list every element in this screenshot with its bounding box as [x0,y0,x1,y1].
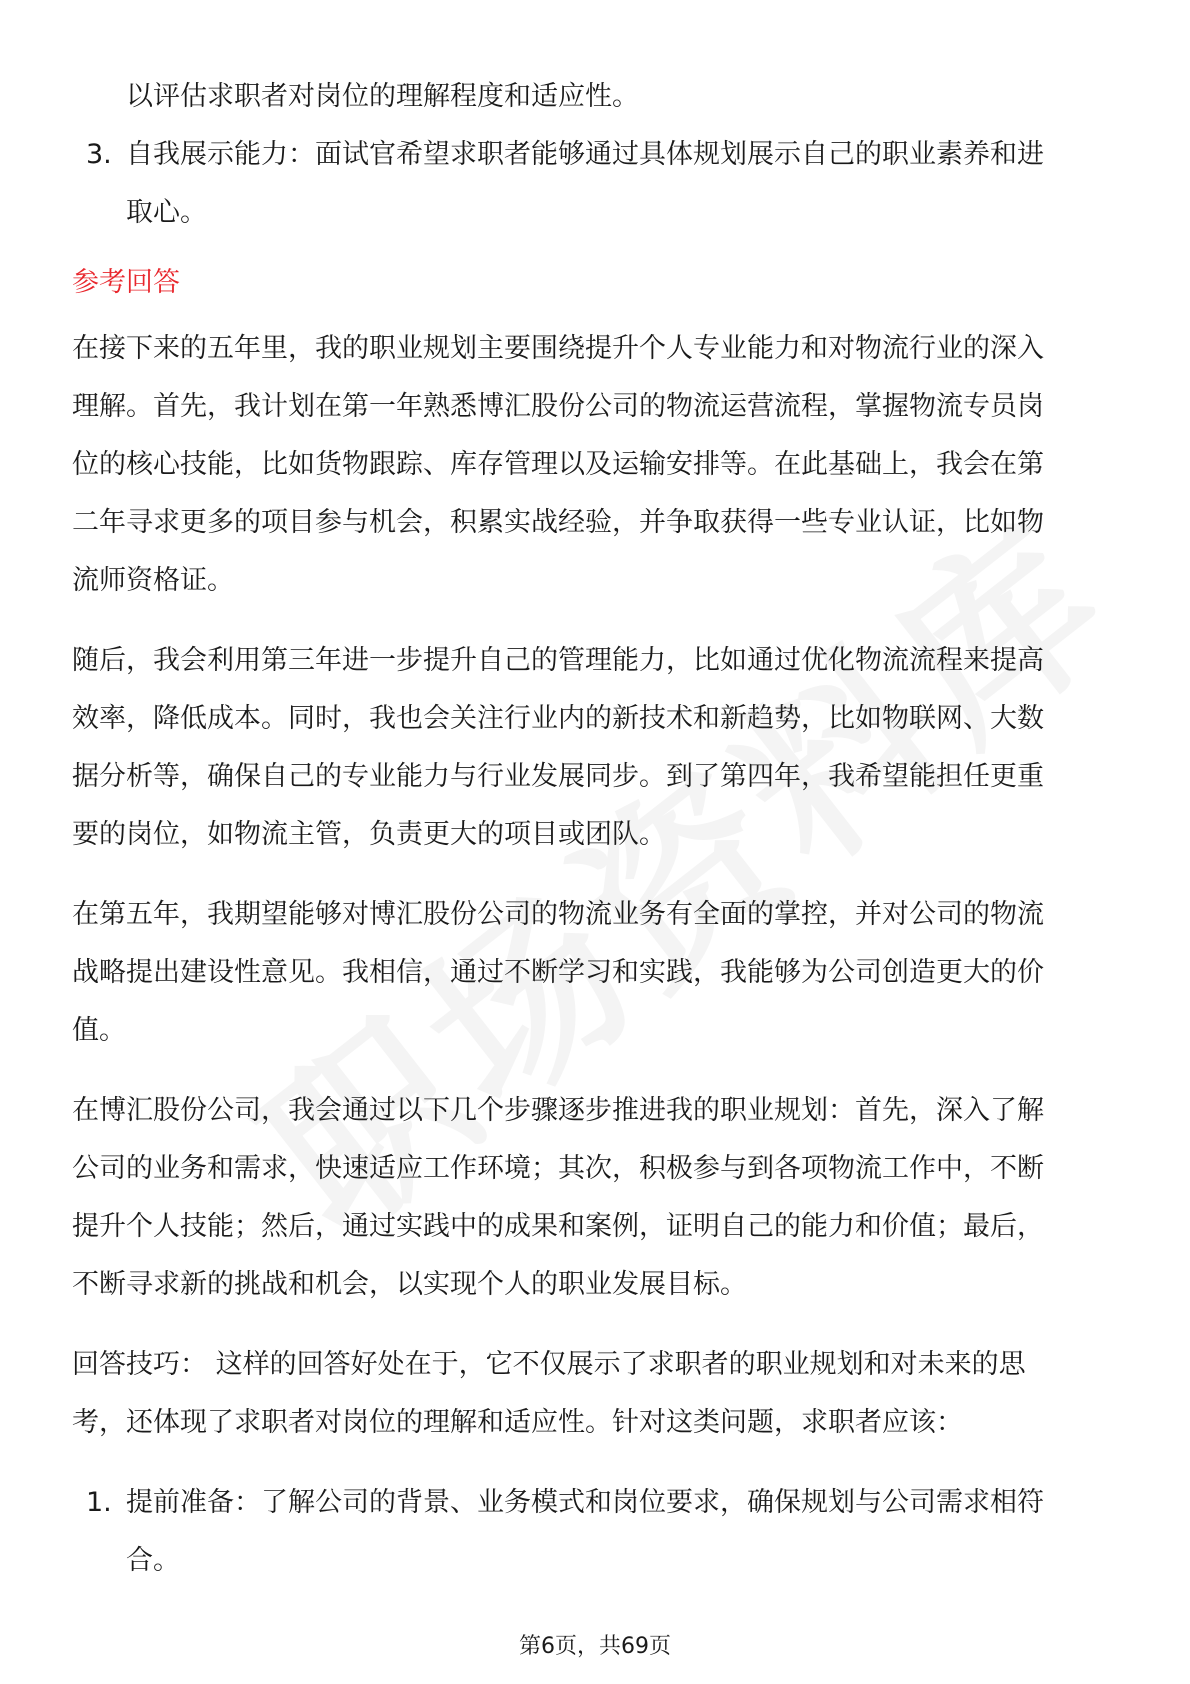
list-item-line: 合。 [126,1545,180,1576]
list-item-line: 提前准备：了解公司的背景、业务模式和岗位要求，确保规划与公司需求相符 [126,1487,1044,1518]
paragraph-line: 在博汇股份公司，我会通过以下几个步骤逐步推进我的职业规划：首先，深入了解 [72,1095,1044,1126]
paragraph-line: 要的岗位，如物流主管，负责更大的项目或团队。 [72,819,666,850]
paragraph-line: 值。 [72,1015,126,1046]
paragraph-line: 在第五年，我期望能够对博汇股份公司的物流业务有全面的掌控，并对公司的物流 [72,899,1044,930]
paragraph-line: 位的核心技能，比如货物跟踪、库存管理以及运输安排等。在此基础上，我会在第 [72,449,1044,480]
paragraph-line: 流师资格证。 [72,565,234,596]
paragraph-line: 在接下来的五年里，我的职业规划主要围绕提升个人专业能力和对物流行业的深入 [72,333,1044,364]
list-number: 3. [86,139,112,170]
paragraph-line: 不断寻求新的挑战和机会，以实现个人的职业发展目标。 [72,1269,747,1300]
paragraph-line: 理解。首先，我计划在第一年熟悉博汇股份公司的物流运营流程，掌握物流专员岗 [72,391,1044,422]
list-item-line: 自我展示能力：面试官希望求职者能够通过具体规划展示自己的职业素养和进 [126,139,1044,170]
paragraph-4 [72,1082,1118,1314]
paragraph-line: 战略提出建设性意见。我相信，通过不断学习和实践，我能够为公司创造更大的价 [72,957,1044,988]
paragraph-3 [72,886,1118,1060]
list-item-line: 取心。 [126,197,207,228]
document-content [72,68,1118,1590]
paragraph-line: 提升个人技能；然后，通过实践中的成果和案例，证明自己的能力和价值；最后， [72,1211,1044,1242]
section-title: 参考回答 [72,267,180,298]
paragraph-line: 二年寻求更多的项目参与机会，积累实战经验，并争取获得一些专业认证，比如物 [72,507,1044,538]
paragraph-line: 考，还体现了求职者对岗位的理解和适应性。针对这类问题，求职者应该： [72,1407,963,1438]
list-number: 1. [86,1487,112,1518]
paragraph-line: 据分析等，确保自己的专业能力与行业发展同步。到了第四年，我希望能担任更重 [72,761,1044,792]
paragraph-answer-tips [72,1336,1118,1452]
paragraph-line: 效率，降低成本。同时，我也会关注行业内的新技术和新趋势，比如物联网、大数 [72,703,1044,734]
list-item-self-presentation [72,126,1118,242]
paragraph-line: 公司的业务和需求，快速适应工作环境；其次，积极参与到各项物流工作中，不断 [72,1153,1044,1184]
paragraph-line: 随后，我会利用第三年进一步提升自己的管理能力，比如通过优化物流流程来提高 [72,645,1044,676]
list-item-preparation [72,1474,1118,1590]
paragraph-1 [72,320,1118,610]
paragraph-2 [72,632,1118,864]
page-footer: 第6页，共69页 [519,1634,671,1659]
list-item-continuation: 以评估求职者对岗位的理解程度和适应性。 [126,81,639,112]
paragraph-line: 回答技巧： 这样的回答好处在于，它不仅展示了求职者的职业规划和对未来的思 [72,1349,1026,1380]
